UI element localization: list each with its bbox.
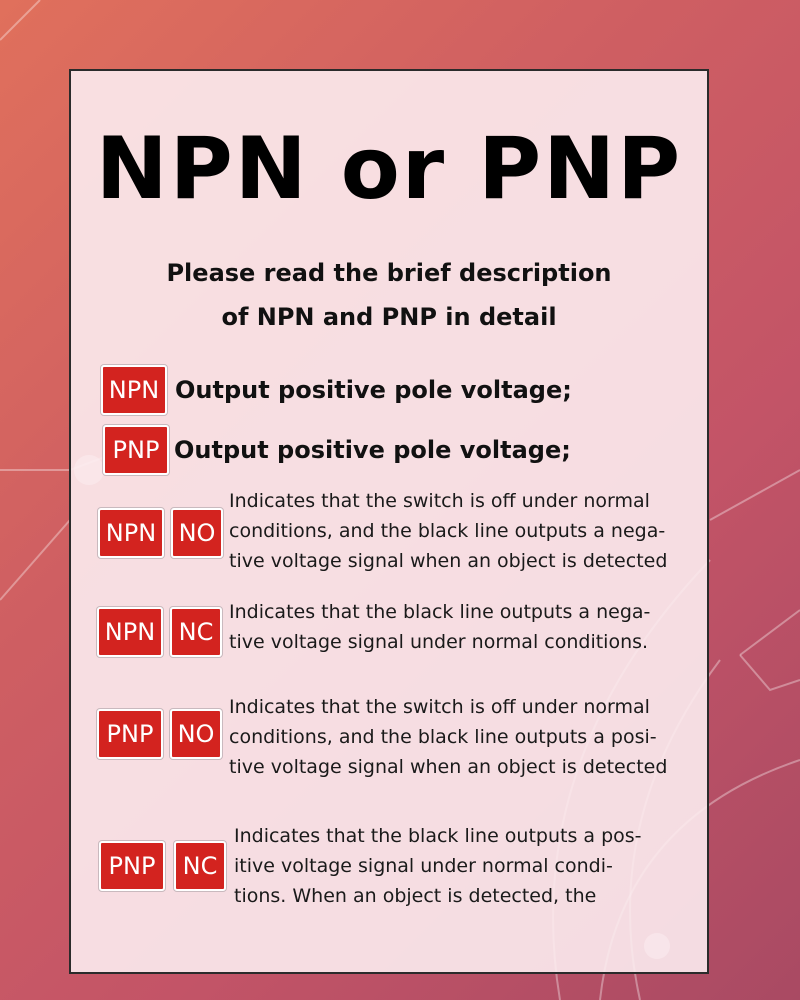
npn-badge: NPN [101, 365, 167, 415]
no-badge: NO [170, 709, 222, 759]
npn-badge: NPN [98, 508, 164, 558]
subtitle-line-2: of NPN and PNP in detail [221, 303, 557, 331]
pnp-no-description: Indicates that the switch is off under normal conditions, and the black line outputs a posi- tive voltage signal when an object is detected [229, 696, 668, 778]
pnp-badge: PNP [103, 425, 169, 475]
npn-output-text: Output positive pole voltage; [175, 376, 572, 404]
npn-nc-description: Indicates that the black line outputs a nega- tive voltage signal under normal conditions. [229, 601, 651, 653]
npn-badge: NPN [97, 607, 163, 657]
pnp-nc-description: Indicates that the black line outputs a pos- itive voltage signal under normal condi- tions. When an object is detected, the [234, 825, 642, 907]
subtitle-line-1: Please read the brief description [166, 259, 612, 287]
no-badge: NO [171, 508, 223, 558]
nc-badge: NC [174, 841, 226, 891]
pnp-output-text: Output positive pole voltage; [174, 436, 571, 464]
pnp-badge: PNP [99, 841, 165, 891]
info-panel [69, 69, 709, 974]
page-title: NPN or PNP [95, 119, 683, 219]
nc-badge: NC [170, 607, 222, 657]
pnp-badge: PNP [97, 709, 163, 759]
npn-no-description: Indicates that the switch is off under normal conditions, and the black line outputs a nega- tive voltage signal when an object is detected [229, 490, 668, 572]
